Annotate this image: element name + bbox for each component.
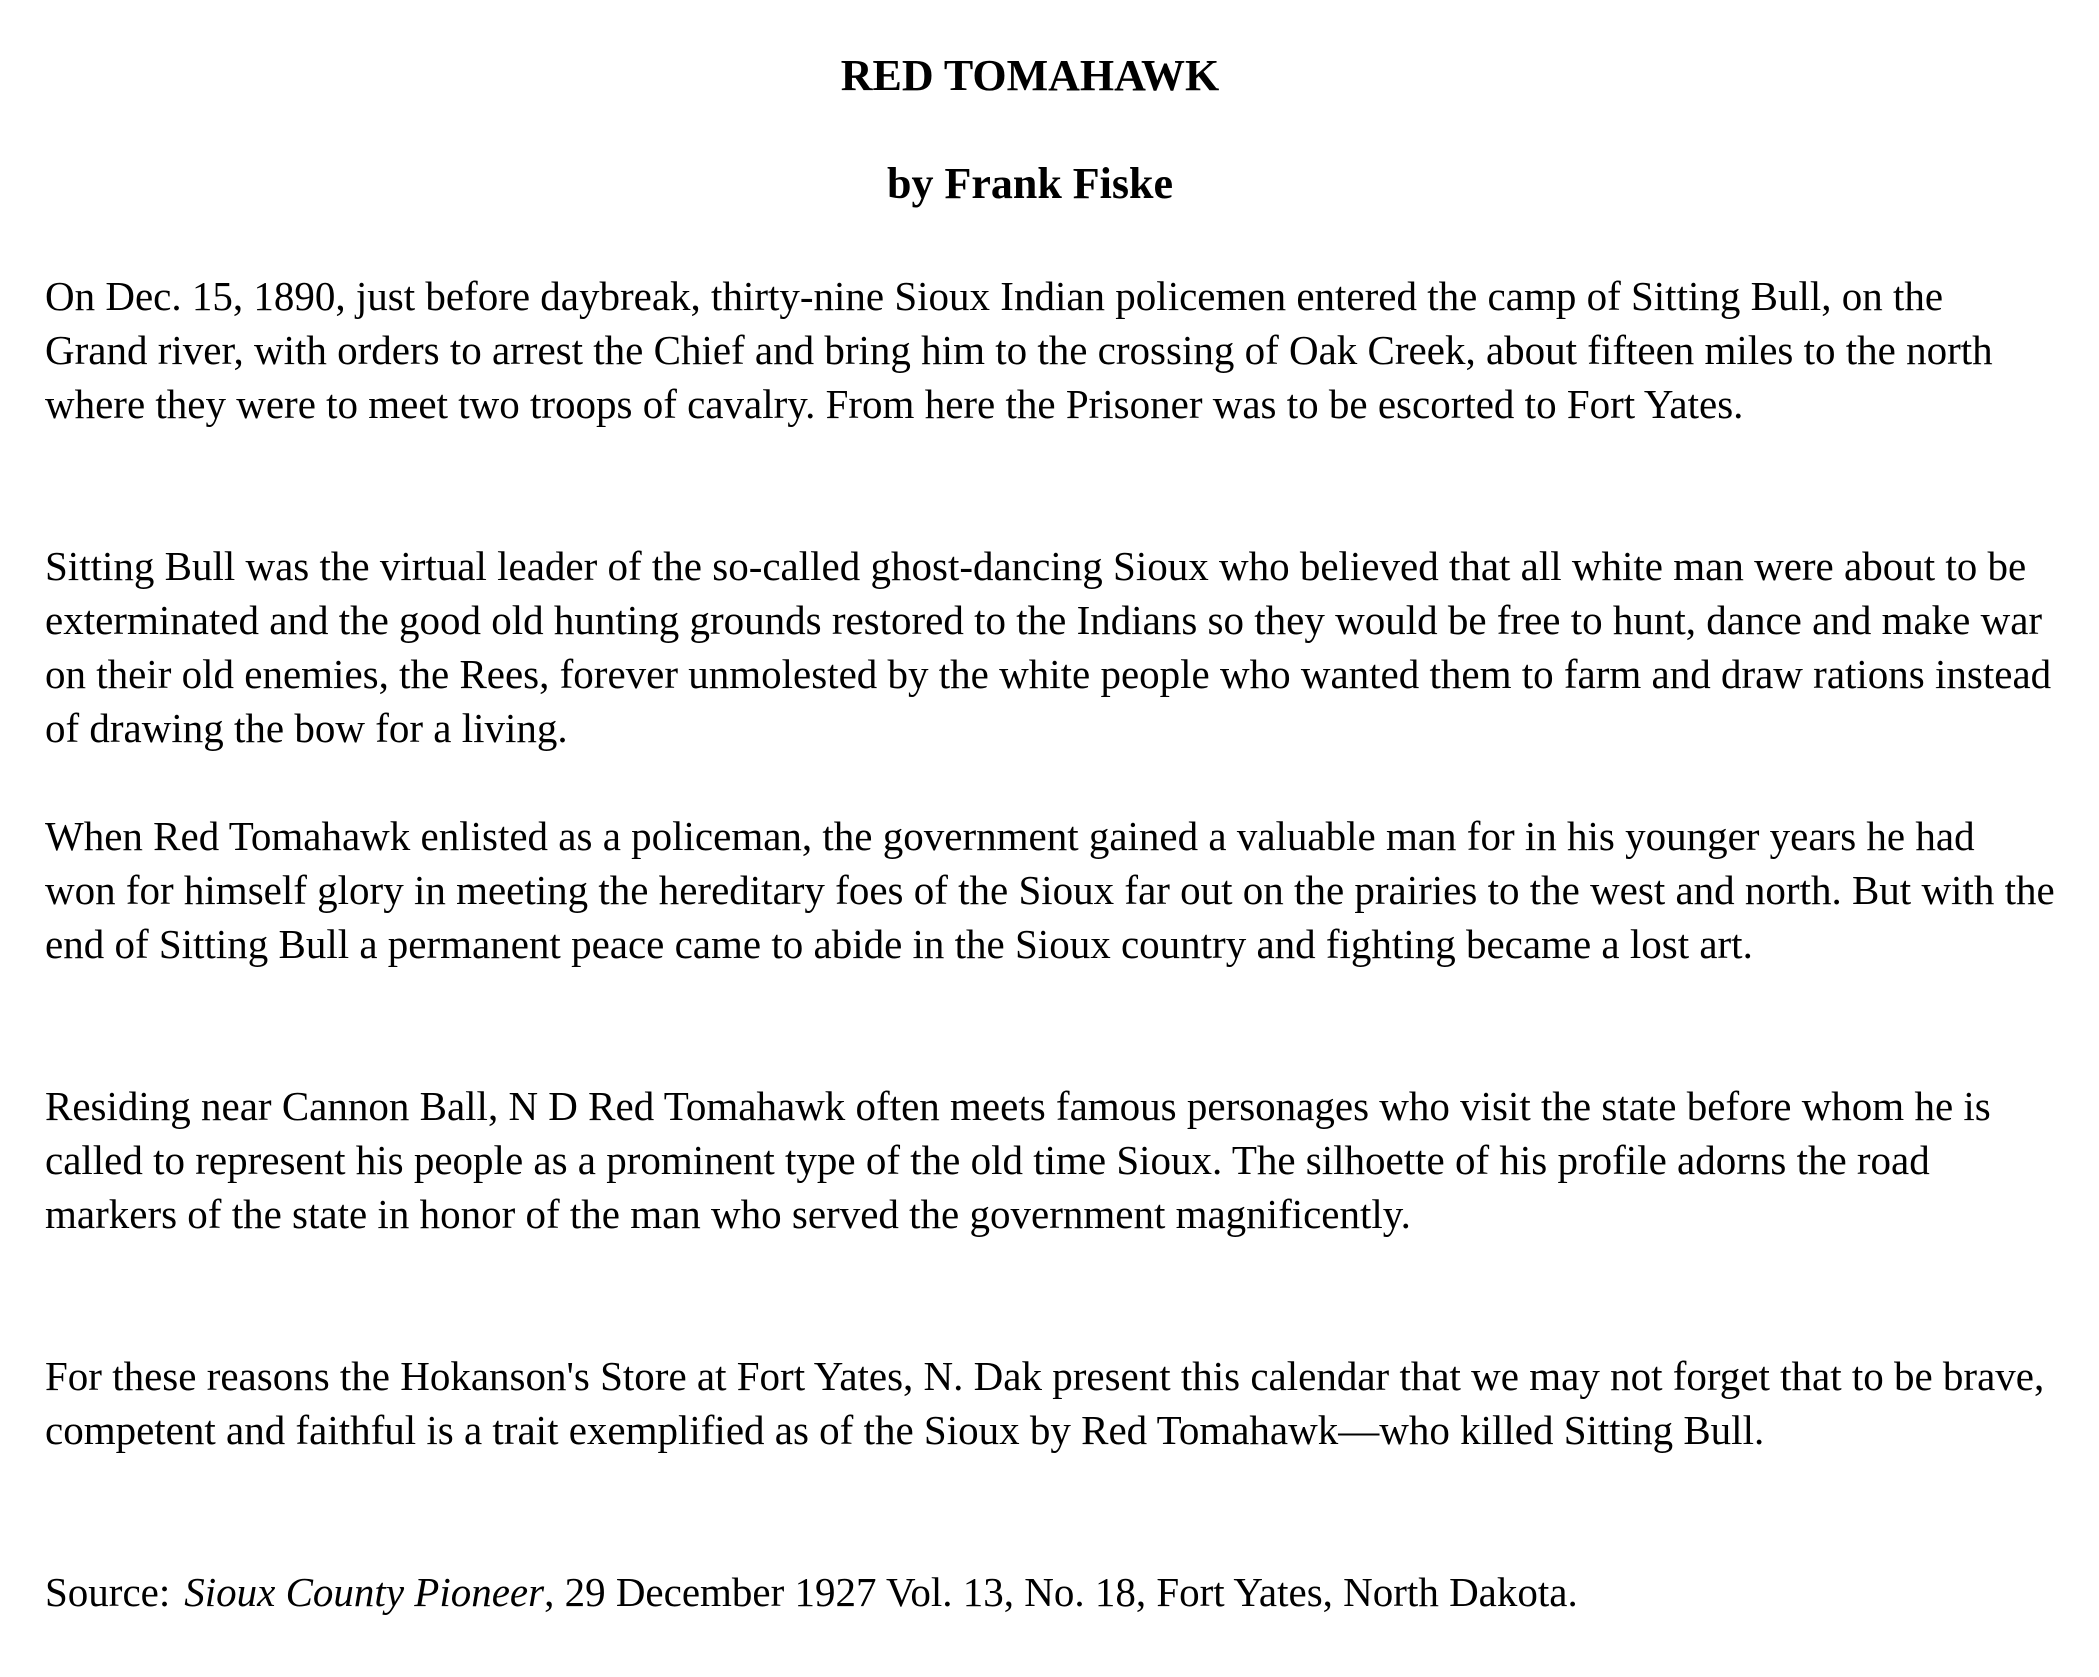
document-title: RED TOMAHAWK (840, 51, 1220, 100)
source-details: , 29 December 1927 Vol. 13, No. 18, Fort Yates, North Dakota. (544, 1569, 1578, 1615)
paragraph-1: On Dec. 15, 1890, just before daybreak, thirty-nine Sioux Indian policemen entered the camp of Sitting Bull, on the Grand river, with orders to arrest the Chief and bring him to the crossing of Oak Creek, about fifteen miles to the north where they were to meet two troops of cavalry. From here the Prisoner was to be escorted to Fort Yates. (45, 273, 1993, 427)
paragraph-2: Sitting Bull was the virtual leader of the so-called ghost-dancing Sioux who believed that all white man were about to be exterminated and the good old hunting grounds restored to the Indians so they would be free to hunt, dance and make war on their old enemies, the Rees, forever unmolested by the white people who wanted them to farm and draw rations instead of drawing the bow for a living. (45, 543, 2052, 751)
paragraph-5: For these reasons the Hokanson's Store at Fort Yates, N. Dak present this calendar that we may not forget that to be brave, competent and faithful is a trait exemplified as of the Sioux by Red Tomahawk—who killed Sitting Bull. (45, 1353, 2045, 1453)
source-publication: Sioux County Pioneer (184, 1569, 545, 1615)
paragraph-3: When Red Tomahawk enlisted as a policeman, the government gained a valuable man for in his younger years he had won for himself glory in meeting the hereditary foes of the Sioux far out on the prairies to the west and north. But with the end of Sitting Bull a permanent peace came to abide in the Sioux country and fighting became a lost art. (45, 813, 2055, 967)
document-byline: by Frank Fiske (886, 159, 1174, 208)
paragraph-4: Residing near Cannon Ball, N D Red Tomahawk often meets famous personages who visit the state before whom he is called to represent his people as a prominent type of the old time Sioux. The silhoette of his profile adorns the road markers of the state in honor of the man who served the government magnificently. (45, 1083, 1991, 1237)
source-citation (45, 1565, 2055, 1619)
source-label: Source: (45, 1569, 171, 1615)
